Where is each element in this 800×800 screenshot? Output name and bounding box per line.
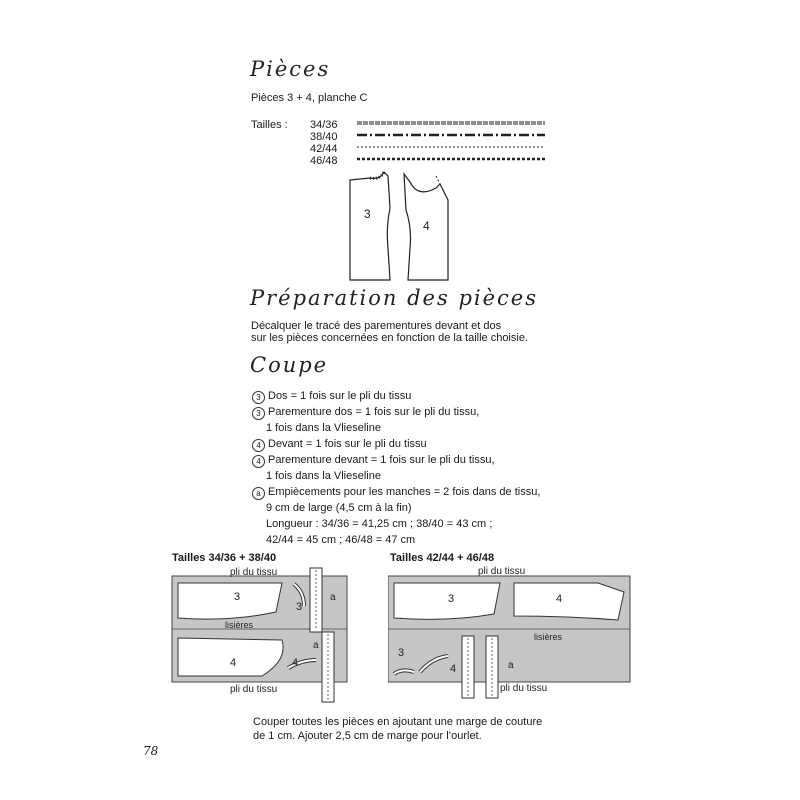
heading-preparation: Préparation des pièces [250, 286, 538, 310]
size-38-40: 38/40 [310, 131, 338, 143]
back-piece-outline [350, 172, 390, 280]
left-selvedge: lisières [225, 620, 254, 630]
coupe-item-5-line-4: 42/44 = 45 cm ; 46/48 = 47 cm [266, 534, 416, 546]
left-back-facing-number: 3 [296, 601, 303, 613]
size-34-36: 34/36 [310, 119, 338, 131]
left-strip-a-1: a [330, 592, 336, 603]
piece-marker-icon: a [252, 487, 265, 500]
pieces-reference: Pièces 3 + 4, planche C [251, 92, 368, 104]
coupe-item-2: 3 Parementure dos = 1 fois sur le pli du tissu, [252, 404, 479, 420]
right-selvedge: lisières [534, 632, 563, 642]
footer-note-line-1: Couper toutes les pièces en ajoutant une marge de couture [253, 716, 543, 728]
page-number: 78 [143, 744, 159, 758]
coupe-item-4-line-2: 1 fois dans la Vlieseline [266, 470, 381, 482]
right-front-number: 4 [556, 593, 563, 605]
piece-marker-icon: 4 [252, 439, 265, 452]
size-42-44: 42/44 [310, 143, 338, 155]
coupe-item-3: 4 Devant = 1 fois sur le pli du tissu [252, 436, 427, 452]
pattern-pieces-diagram [340, 168, 460, 286]
right-fold-top: pli du tissu [478, 566, 526, 577]
sizes-label: Tailles : [251, 119, 288, 131]
right-back-number: 3 [448, 593, 455, 605]
coupe-item-2-line-2: 1 fois dans la Vlieseline [266, 422, 381, 434]
front-piece-right [514, 583, 624, 620]
piece-marker-icon: 3 [252, 407, 265, 420]
coupe-item-1: 3 Dos = 1 fois sur le pli du tissu [252, 388, 411, 404]
left-fold-bottom: pli du tissu [230, 684, 278, 695]
heading-pieces: Pièces [250, 57, 331, 81]
cutting-layout-left [170, 564, 365, 706]
size-46-48: 46/48 [310, 155, 338, 167]
left-back-number: 3 [234, 591, 241, 603]
piece-marker-icon: 3 [252, 391, 265, 404]
back-piece-left [178, 583, 282, 619]
size-line-legend [355, 116, 550, 166]
left-strip-a-2: a [313, 640, 319, 651]
right-back-facing-number: 3 [398, 647, 405, 659]
back-piece-number: 3 [364, 207, 371, 221]
preparation-line-1: Décalquer le tracé des parementures devant et dos [251, 320, 502, 332]
piece-marker-icon: 4 [252, 455, 265, 468]
coupe-item-5: a Empiècements pour les manches = 2 fois dans de tissu, [252, 484, 540, 500]
right-front-facing-number: 4 [450, 663, 457, 675]
heading-coupe: Coupe [250, 353, 329, 377]
left-fold-top: pli du tissu [230, 567, 278, 578]
preparation-line-2: sur les pièces concernées en fonction de la taille choisie. [251, 332, 528, 344]
right-fold-bottom: pli du tissu [500, 683, 548, 694]
coupe-item-5-line-2: 9 cm de large (4,5 cm à la fin) [266, 502, 412, 514]
layout-left-title: Tailles 34/36 + 38/40 [172, 552, 277, 564]
cutting-layout-right [388, 564, 638, 706]
front-piece-number: 4 [423, 219, 430, 233]
coupe-item-4: 4 Parementure devant = 1 fois sur le pli du tissu, [252, 452, 495, 468]
left-front-facing-number: 4 [292, 657, 299, 669]
footer-note-line-2: de 1 cm. Ajouter 2,5 cm de marge pour l’ourlet. [253, 730, 482, 742]
coupe-item-5-line-3: Longueur : 34/36 = 41,25 cm ; 38/40 = 43 cm ; [266, 518, 493, 530]
layout-right-title: Tailles 42/44 + 46/48 [390, 552, 495, 564]
left-front-number: 4 [230, 657, 237, 669]
right-strip-a: a [508, 660, 514, 671]
back-piece-right [394, 583, 500, 619]
